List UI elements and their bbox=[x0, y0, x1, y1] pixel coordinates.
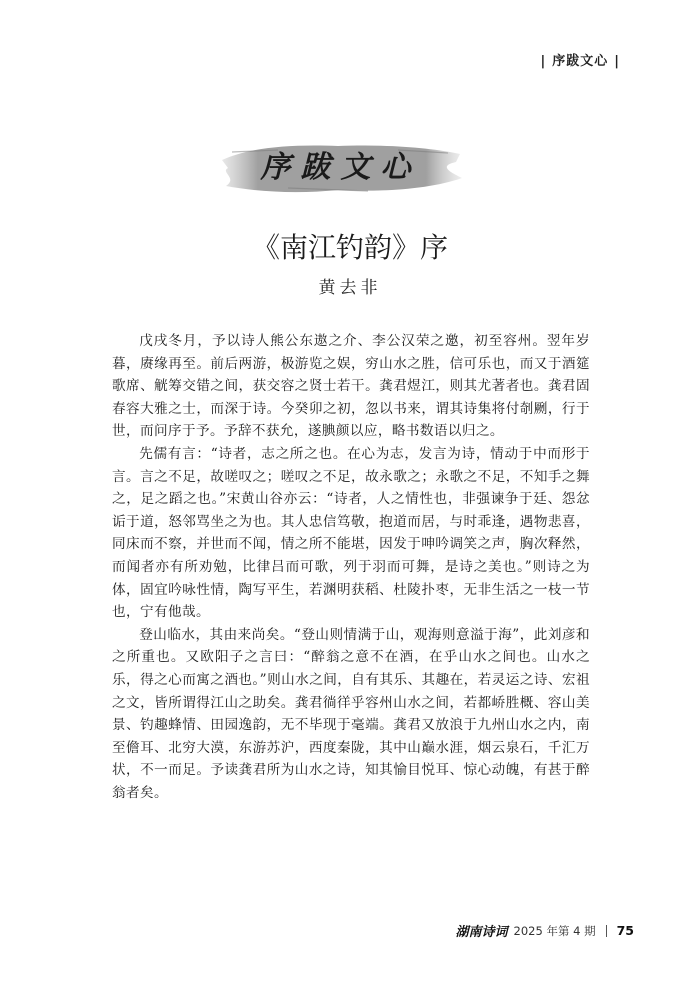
page-number: 75 bbox=[616, 923, 634, 938]
article-author: 黄去非 bbox=[318, 278, 382, 298]
journal-logo: 湖南诗词 bbox=[455, 925, 508, 940]
paragraph: 登山临水，其由来尚矣。“登山则情满于山，观海则意溢于海”，此刘彦和之所重也。又欧阳子之言曰：“醉翁之意不在酒，在乎山水之间也。山水之乐，得之心而寓之酒也。”则山水之间，自有其乐、其趣在，若灵运之诗、宏祖之文，皆所谓得江山之助矣。龚君徜徉乎容州山水之间，若都峤胜概、容山美景、钓趣蜂情、田园逸韵，无不毕现于毫端。龚君又放浪于九州山水之内，南至儋耳、北穷大漠，东游苏沪，西度秦陇，其中山巅水涯，烟云泉石，千汇万状，不一而足。予读龚君所为山水之诗，知其愉目悦耳、惊心动魄，有甚于醉翁者矣。 bbox=[112, 626, 590, 801]
article-body bbox=[112, 330, 590, 804]
footer-divider bbox=[606, 925, 607, 937]
running-head-bar-right: | bbox=[614, 54, 620, 69]
paragraph: 先儒有言：“诗者，志之所之也。在心为志，发言为诗，情动于中而形于言。言之不足，故嗟叹之；嗟叹之不足，故永歌之；永歌之不足，不知手之舞之，足之蹈之也。”宋黄山谷亦云：“诗者，人之情性也，非强谏争于廷、怨忿诟于道，怒邻骂坐之为也。其人忠信笃敬，抱道而居，与时乖逢，遇物悲喜，同床而不察，并世而不闻，情之所不能堪，因发于呻吟调笑之声，胸次释然，而闻者亦有所劝勉，比律吕而可歌，列于羽而可舞，是诗之美也。”则诗之为体，固宜吟咏性情，陶写平生，若渊明获稻、杜陵扑枣，无非生活之一枝一节也，宁有他哉。 bbox=[112, 445, 590, 621]
section-label: 序跋文心 bbox=[552, 54, 609, 69]
article-title: 《南江钓韵》序 bbox=[251, 231, 448, 264]
paragraph: 戊戌冬月，予以诗人熊公东遨之介、李公汉荣之邀，初至容州。翌年岁暮，赓缘再至。前后两游，极游览之娱，穷山水之胜，信可乐也，而又于酒筵歌席、觥筹交错之间，获交容之贤士若干。龚君煜江，则其尤著者也。龚君固春容大雅之士，而深于诗。今癸卯之初，忽以书来，谓其诗集将付剞劂，行于世，而问序于予。予辞不获允，遂腆颜以应，略书数语以归之。 bbox=[112, 333, 590, 440]
banner-title: 序跋文心 bbox=[260, 150, 421, 185]
page-footer bbox=[456, 921, 634, 940]
running-head bbox=[534, 50, 626, 69]
running-head-bar-left: | bbox=[540, 54, 547, 69]
section-banner bbox=[218, 138, 463, 198]
issue-label: 2025 年第 4 期 bbox=[513, 923, 596, 938]
